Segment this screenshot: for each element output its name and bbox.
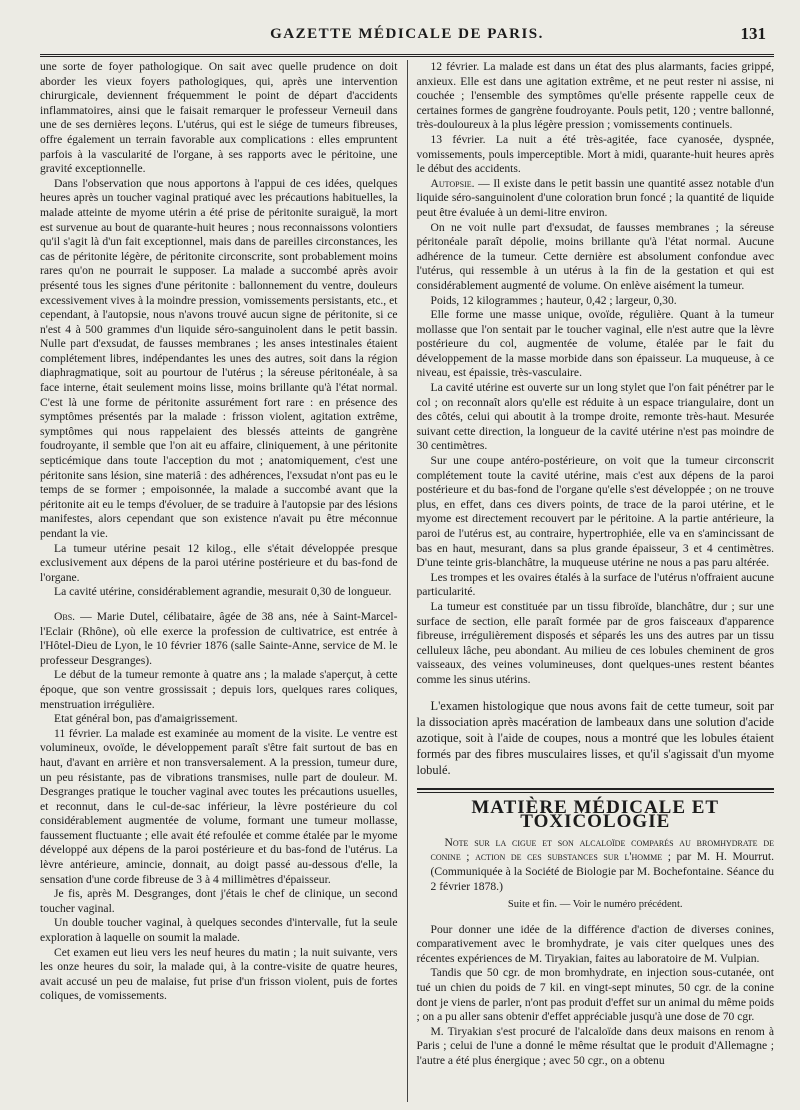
paragraph: Poids, 12 kilogrammes ; hauteur, 0,42 ; largeur, 0,30. <box>430 293 677 307</box>
paragraph: 13 février. La nuit a été très-agitée, face cyanosée, dyspnée, vomissements, pouls imperceptible. Mort à midi, quarante-huit heures après le début des accidents. <box>416 132 774 176</box>
paragraph: Cet examen eut lieu vers les neuf heures du matin ; la nuit suivante, vers les onze heures du soir, la malade qui, à la contre-visite de quatre heures, avait accusé un peu de malaise, fut prise d'un frisson violent, puis de fortes coliques, de vomissements. <box>40 945 398 1003</box>
paragraph: Etat général bon, pas d'amaigrissement. <box>54 712 238 726</box>
paragraph: La cavité utérine, considérablement agrandie, mesurait 0,30 de longueur. <box>54 585 392 599</box>
section-rule <box>417 792 775 793</box>
paragraph: Je fis, après M. Desgranges, dont j'étais le chef de clinique, un second toucher vaginal. <box>40 887 398 915</box>
paragraph: On ne voit nulle part d'exsudat, de fausses membranes ; la séreuse péritonéale paraît dépolie, moins brillante qu'à l'état normal. Aucune adhérence de la tumeur. Cette dernière est absolument confondue avec l'utérus, qui ressemble à un utérus à la fin de la gestation et qui est considérablement augmenté de volume. On enlève aisément la tumeur. <box>416 220 774 292</box>
histology-paragraph: L'examen histologique que nous avons fait de cette tumeur, soit par la dissociation après macération de lambeaux dans une solution d'acide azotique, soit à l'aide de coupes, nous a montré que les lobules étaient formés par des fibres musculaires lisses, et qu'il s'agissait d'un myome lobulé. <box>416 698 774 777</box>
paragraph: La cavité utérine est ouverte sur un long stylet que l'on fait pénétrer par le col ; on reconnaît alors qu'elle est réduite à un espace triangulaire, dont un des côtés, celui qui aboutit à la trompe droite, remonte très-haut. Mesurée suivant cette direction, la longueur de la cavité utérine n'est pas moindre de 30 centimètres. <box>416 381 774 453</box>
article-title: Note sur la cigue et son alcaloïde comparés au bromhydrate de conine ; action de ces substances sur l'homme ; <box>430 835 774 864</box>
paragraph: La tumeur utérine pesait 12 kilog., elle s'était développée presque exclusivement aux dépens de la paroi utérine postérieure et du bas-fond de l'organe. <box>40 541 398 584</box>
paragraph: Dans l'observation que nous apportons à l'appui de ces idées, quelques heures après un toucher vaginal pratiqué avec les précautions habituelles, la malade atteinte de myome utérin a été prise de péritonite suraiguë, la mort est survenue au bout de quarante-huit heures ; nous reconnaissons volontiers qu'il s'agit là d'un fait exceptionnel, mais dans de pareilles circonstances, les cas de péritonite légère, de péritonite circonscrite, sont probablement moins rares qu'on ne pourrait le supposer. La malade a succombé après avoir présenté tous les signes d'une péritonite : ballonnement du ventre, douleurs excessivement vives à la moindre pression, vomissements persistants, etc., et cependant, à l'autopsie, nous n'avons trouvé aucun signe de péritonite, si ce n'est 4 à 500 grammes d'un liquide séro-sanguinolent dans le petit bassin. Nulle part d'exsudat, de fausses membranes ; les anses intestinales étaient complétement libres, indépendantes les unes des autres, soit dans la région diaphragmatique, soit au pourtour de l'utérus ; la séreuse péritonéale, à sa face interne, était seulement moins lisse, moins brillante qu'à l'état normal. C'est là une forme de péritonite assurément fort rare : en présence des symptômes présentés par la malade : frisson violent, agitation extrême, symptômes qui nous rappelaient des blessés atteints de gangrène foudroyante, il semble que l'on ait eu affaire, cliniquement, à une péritonite septicémique dans toute l'acception du mot ; anatomiquement, c'est une péritonite sans lésion, sine materiâ : des adhérences, l'exsudat n'ont pas eu le temps de se former ; empoisonnée, la malade a succombé avant que la péritonite ait eu le temps d'évoluer, de se traduire à l'autopsie par des lésions manifestes, alors cependant que son existence n'avait pu être méconnue pendant la vie. <box>40 176 398 540</box>
paragraph: Elle forme une masse unique, ovoïde, régulière. Quant à la tumeur mollasse que l'on sentait par le toucher vaginal, elle n'est autre que la lèvre postérieure du col, augmentée de volume, étalée par le fait du développement de la masse morbide dans son épaisseur. La muqueuse, à ce niveau, est épaissie, très-vasculaire. <box>416 308 774 380</box>
paragraph: Pour donner une idée de la différence d'action de diverses conines, comparativement avec le bromhydrate, je vais citer quelques unes des récentes expériences de M. Tiryakian, faites au laboratoire de M. Vulpian. <box>416 922 774 965</box>
autopsie-text: — Il existe dans le petit bassin une quantité assez notable d'un liquide séro-sanguinolent d'une coloration brun foncé ; la quantité de liquide peut être évaluée à un demi-litre environ. <box>416 176 774 219</box>
paragraph: Tandis que 50 cgr. de mon bromhydrate, en injection sous-cutanée, ont tué un chien du poids de 7 kil. en vingt-sept minutes, 50 cgr. de la conine dont je viens de parler, n'ont pas produit d'effet sur un animal du même poids ; on a pu aller sans obtenir d'effet appréciable jusqu'à une dose de 70 cgr. <box>416 966 774 1024</box>
paragraph: 12 février. La malade est dans un état des plus alarmants, facies grippé, anxieux. Elle est dans une agitation extrême, et ne peut rester ni assise, ni couchée ; l'ensemble des symptômes qu'elle présente rappelle ceux de certaines formes de gangrène foudroyante. Pouls petit, 120 ; ventre ballonné, très-douloureux à la plus légère pression ; vomissements continuels. <box>416 60 774 132</box>
paragraph: Un double toucher vaginal, à quelques secondes d'intervalle, fut la seule exploration à laquelle on soumit la malade. <box>40 916 398 945</box>
two-column-body <box>40 60 774 1102</box>
article-heading <box>417 836 775 894</box>
obs-label: Obs. <box>54 609 76 623</box>
section-title: MATIÈRE MÉDICALE ET TOXICOLOGIE <box>471 796 720 833</box>
obs-text: — Marie Dutel, célibataire, âgée de 38 ans, née à Saint-Marcel-l'Eclair (Rhône), où elle exerce la profession de cultivatrice, est entrée à l'Hôtel-Dieu de Lyon, le 10 février 1876 (salle Sainte-Anne, service de M. le professeur Desgranges). <box>40 609 398 667</box>
autopsie-paragraph <box>417 177 775 221</box>
page-header <box>40 0 774 42</box>
left-column <box>40 60 408 1102</box>
paragraph: La tumeur est constituée par un tissu fibroïde, blanchâtre, dur ; sur une surface de section, elle paraît formée par de gros faisceaux d'apparence fibreuse, irrégulièrement disposés et séparés les uns des autres par un tissu celluleux lâche, peu abondant. Au milieu de ces lobules cheminent de gros vaisseaux, des veines volumineuses, dont quelques-unes restent béantes comme les sinus utérins. <box>416 599 774 686</box>
continuation-note: Suite et fin. — Voir le numéro précédent. <box>507 899 683 911</box>
paragraph: Le début de la tumeur remonte à quatre ans ; la malade s'aperçut, à cette époque, que son ventre grossissait ; depuis lors, quelques rares coliques, menstruation irrégulière. <box>40 668 398 711</box>
article-byline: par M. H. Mourrut. (Communiquée à la Société de Biologie par M. Bochefontaine. Séance du 2 février 1878.) <box>430 850 774 893</box>
journal-title: GAZETTE MÉDICALE DE PARIS. <box>270 26 544 42</box>
paragraph: une sorte de foyer pathologique. On sait avec quelle prudence on doit aborder les vieux foyers pathologiques, qui, après une intervention chirurgicale, deviennent fréquemment le point de départ d'accidents inflammatoires, ainsi que le faisait remarquer le professeur Verneuil dans une de ses dernières leçons. L'utérus, qui est le siége de tumeurs fibreuses, offre également un terrain favorable aux complications : elles empruntent parfois à la vascularité de l'organe, à ses rapports avec le péritoine, une gravité exceptionnelle. <box>40 60 398 176</box>
paragraph: M. Tiryakian s'est procuré de l'alcaloïde dans deux maisons en renom à Paris ; celui de l'une a donné le même résultat que le produit d'Allemagne ; l'autre a été plus énergique ; avec 50 cgr., on a obtenu <box>416 1024 774 1068</box>
section-rule <box>417 788 775 790</box>
paragraph: Sur une coupe antéro-postérieure, on voit que la tumeur circonscrit complétement toute la cavité utérine, mais c'est aux dépens de la paroi postérieure et du bas-fond de l'organe qu'elle s'est développée ; on ne trouve plus, en effet, dans ces divers points, de trace de la paroi utérine, et le myome est directement recouvert par le péritoine. A la partie antérieure, la paroi de l'utérus est, au contraire, hypertrophiée, elle va en s'amincissant de bas en haut, mesurant, dans sa plus grande épaisseur, 3 et 4 centimètres. D'une teinte gris-blanchâtre, la muqueuse utérine ne nous a pas paru altérée. <box>416 454 774 570</box>
header-rule <box>40 54 774 57</box>
page-number: 131 <box>740 24 766 43</box>
observation-intro <box>40 610 398 668</box>
paragraph: 11 février. La malade est examinée au moment de la visite. Le ventre est volumineux, ovoïde, le développement paraît s'être fait surtout de bas en haut, d'avant en arrière et non transversalement. A la pression, tumeur dure, un peu résistante, pas de vibrations transmises, nulle part de douleur. M. Desgranges pratique le toucher vaginal avec toutes les précautions usuelles, et reconnut, dans le cul-de-sac inférieur, la lèvre postérieure du col considérablement augmentée de volume, formant une tumeur mollasse, faussement fluctuante ; elle avait été refoulée et comme étalée par le myome développé aux dépens de la paroi postérieure et du bas-fond de l'utérus. La lèvre antérieure, amincie, donnait, au doigt passé au-dessous d'elle, la sensation d'une corde fibreuse de 3 à 4 millimètres d'épaisseur. <box>40 726 398 886</box>
right-column <box>408 60 775 1102</box>
autopsie-label: Autopsie. <box>430 176 475 190</box>
paragraph: Les trompes et les ovaires étalés à la surface de l'utérus n'offraient aucune particularité. <box>416 570 774 599</box>
